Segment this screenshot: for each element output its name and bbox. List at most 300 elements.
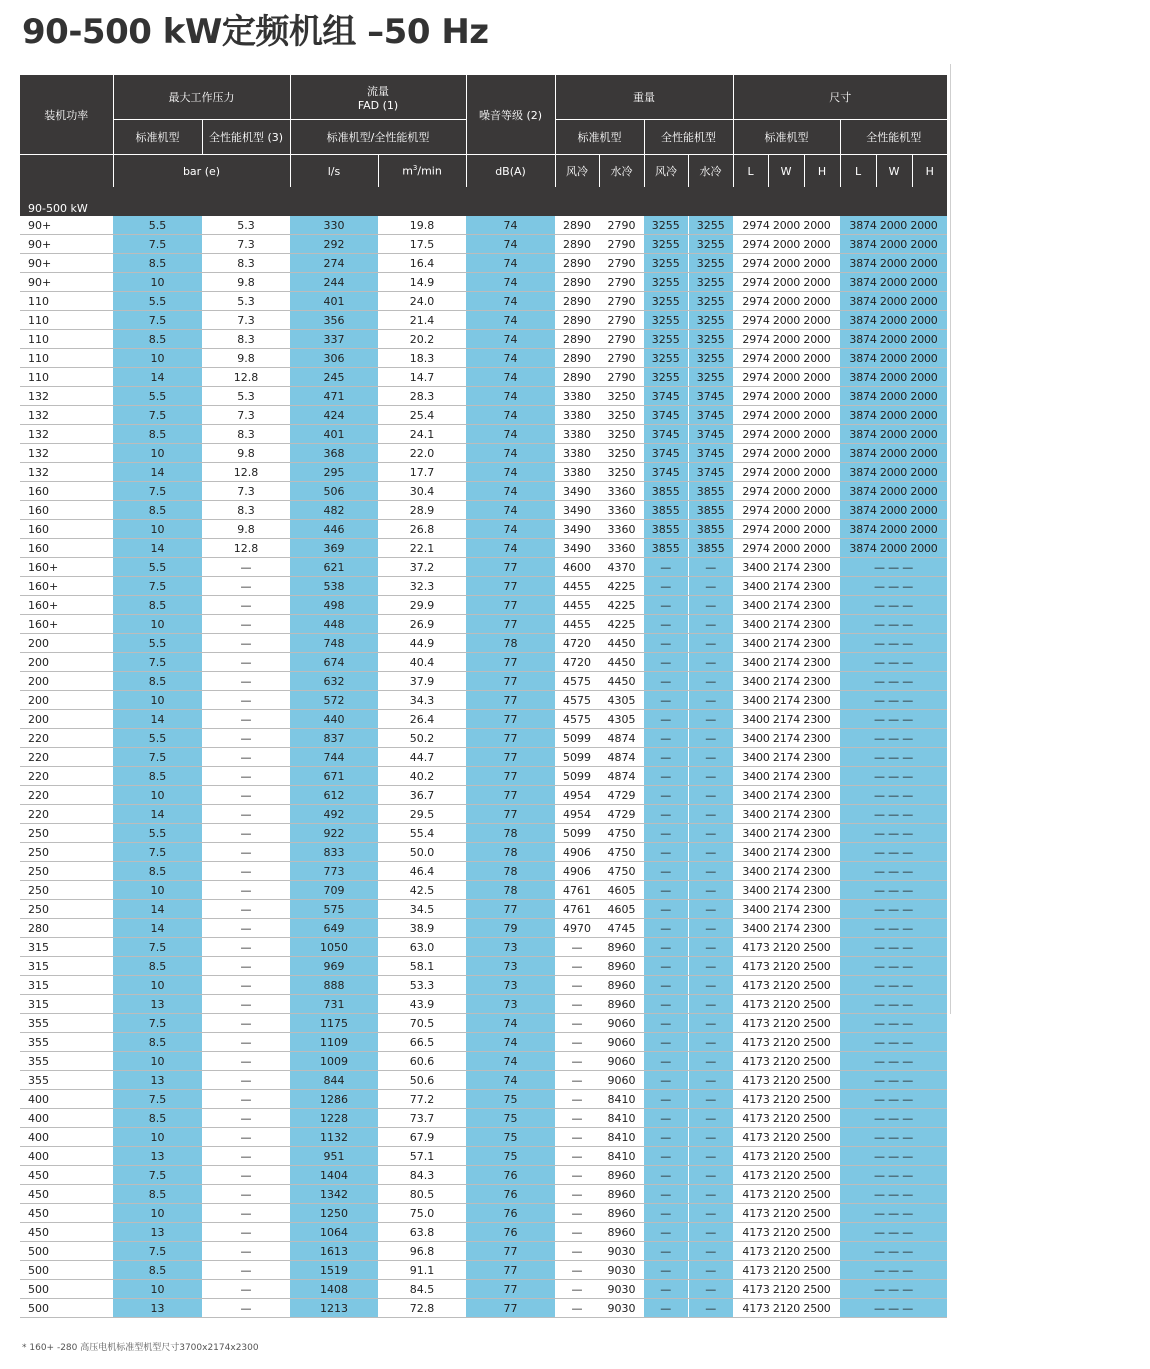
cell-weight-standard-water: 9060 — [599, 1071, 644, 1090]
cell-power: 400 — [20, 1147, 113, 1166]
table-row — [20, 1223, 947, 1242]
margin-rule — [950, 64, 951, 1014]
cell-flow-ls: 424 — [290, 406, 378, 425]
table-row — [20, 311, 947, 330]
header-flow-sub: FAD (1) — [357, 98, 399, 112]
cell-dim-full: — — — — [840, 596, 947, 615]
cell-weight-full-water: 3745 — [688, 387, 733, 406]
cell-weight-standard-air: 3380 — [555, 406, 599, 425]
cell-weight-full-water: 3855 — [688, 482, 733, 501]
cell-noise: 74 — [466, 292, 555, 311]
cell-pressure-full: 7.3 — [202, 482, 290, 501]
table-row — [20, 1280, 947, 1299]
cell-flow-ls: 498 — [290, 596, 378, 615]
table-row — [20, 482, 947, 501]
cell-weight-standard-water: 4874 — [599, 767, 644, 786]
cell-pressure-standard: 13 — [113, 1223, 202, 1242]
cell-flow-m3min: 18.3 — [378, 349, 466, 368]
cell-dim-full: — — — — [840, 615, 947, 634]
cell-weight-full-water: — — [688, 786, 733, 805]
cell-weight-full-air: — — [644, 1185, 688, 1204]
cell-dim-standard: 2974 2000 2000 — [733, 330, 840, 349]
cell-dim-full: 3874 2000 2000 — [840, 292, 947, 311]
cell-dim-standard: 4173 2120 2500 — [733, 1204, 840, 1223]
cell-dim-full: 3874 2000 2000 — [840, 330, 947, 349]
cell-weight-full-air: — — [644, 919, 688, 938]
table-row — [20, 805, 947, 824]
cell-dim-full: — — — — [840, 1261, 947, 1280]
cell-dim-standard: 4173 2120 2500 — [733, 1033, 840, 1052]
cell-weight-standard-water: 9060 — [599, 1052, 644, 1071]
table-row — [20, 558, 947, 577]
header-pressure-standard: 标准机型 — [113, 120, 202, 155]
cell-noise: 74 — [466, 463, 555, 482]
cell-flow-m3min: 30.4 — [378, 482, 466, 501]
cell-dim-standard: 4173 2120 2500 — [733, 1299, 840, 1318]
cell-power: 200 — [20, 710, 113, 729]
cell-weight-standard-air: 4575 — [555, 691, 599, 710]
cell-pressure-standard: 5.5 — [113, 729, 202, 748]
cell-weight-standard-air: — — [555, 1261, 599, 1280]
cell-weight-full-water: — — [688, 1128, 733, 1147]
cell-power: 355 — [20, 1014, 113, 1033]
cell-weight-standard-water: 2790 — [599, 292, 644, 311]
cell-power: 160 — [20, 482, 113, 501]
table-row — [20, 1185, 947, 1204]
cell-flow-m3min: 34.3 — [378, 691, 466, 710]
cell-pressure-standard: 14 — [113, 900, 202, 919]
cell-weight-full-air: 3745 — [644, 444, 688, 463]
table-row — [20, 596, 947, 615]
cell-noise: 75 — [466, 1109, 555, 1128]
cell-pressure-full: 8.3 — [202, 501, 290, 520]
cell-weight-standard-air: 4455 — [555, 596, 599, 615]
cell-weight-standard-water: 4370 — [599, 558, 644, 577]
cell-weight-standard-water: 8960 — [599, 976, 644, 995]
cell-flow-ls: 833 — [290, 843, 378, 862]
cell-dim-standard: 3400 2174 2300 — [733, 900, 840, 919]
cell-dim-standard: 2974 2000 2000 — [733, 368, 840, 387]
cell-flow-m3min: 91.1 — [378, 1261, 466, 1280]
cell-flow-ls: 671 — [290, 767, 378, 786]
cell-flow-m3min: 22.1 — [378, 539, 466, 558]
cell-pressure-full: 5.3 — [202, 387, 290, 406]
cell-noise: 77 — [466, 710, 555, 729]
cell-weight-full-water: 3255 — [688, 235, 733, 254]
cell-weight-standard-air: — — [555, 1242, 599, 1261]
header-noise: 噪音等级 (2) — [466, 75, 555, 155]
cell-weight-standard-water: 4305 — [599, 691, 644, 710]
cell-noise: 76 — [466, 1185, 555, 1204]
cell-weight-full-water: — — [688, 938, 733, 957]
cell-weight-standard-air: — — [555, 995, 599, 1014]
cell-weight-standard-air: 3490 — [555, 482, 599, 501]
cell-weight-standard-water: 9030 — [599, 1242, 644, 1261]
cell-pressure-standard: 8.5 — [113, 596, 202, 615]
cell-weight-full-water: — — [688, 596, 733, 615]
table-row — [20, 1109, 947, 1128]
table-row — [20, 349, 947, 368]
cell-dim-standard: 3400 2174 2300 — [733, 748, 840, 767]
table-row — [20, 843, 947, 862]
cell-flow-ls: 951 — [290, 1147, 378, 1166]
cell-dim-full: — — — — [840, 1242, 947, 1261]
cell-pressure-standard: 8.5 — [113, 672, 202, 691]
cell-weight-standard-water: 3360 — [599, 539, 644, 558]
cell-flow-m3min: 26.9 — [378, 615, 466, 634]
cell-weight-standard-water: 3250 — [599, 387, 644, 406]
cell-weight-full-water: — — [688, 1166, 733, 1185]
cell-pressure-standard: 10 — [113, 881, 202, 900]
cell-dim-standard: 3400 2174 2300 — [733, 577, 840, 596]
cell-weight-standard-water: 4729 — [599, 805, 644, 824]
cell-weight-standard-air: 3380 — [555, 425, 599, 444]
cell-flow-ls: 632 — [290, 672, 378, 691]
cell-pressure-full: — — [202, 824, 290, 843]
cell-flow-m3min: 19.8 — [378, 216, 466, 235]
cell-pressure-full: — — [202, 862, 290, 881]
cell-weight-standard-air: — — [555, 1147, 599, 1166]
cell-pressure-full: — — [202, 919, 290, 938]
cell-flow-m3min: 50.0 — [378, 843, 466, 862]
cell-weight-standard-air: — — [555, 1185, 599, 1204]
cell-pressure-full: — — [202, 881, 290, 900]
cell-dim-full: — — — — [840, 805, 947, 824]
cell-weight-full-air: 3855 — [644, 482, 688, 501]
cell-weight-full-water: 3745 — [688, 444, 733, 463]
cell-power: 160 — [20, 520, 113, 539]
cell-weight-standard-air: — — [555, 1014, 599, 1033]
cell-weight-full-water: — — [688, 805, 733, 824]
cell-dim-standard: 2974 2000 2000 — [733, 387, 840, 406]
cell-pressure-standard: 7.5 — [113, 748, 202, 767]
cell-dim-full: — — — — [840, 1109, 947, 1128]
cell-weight-standard-air: — — [555, 1033, 599, 1052]
cell-flow-m3min: 80.5 — [378, 1185, 466, 1204]
cell-weight-standard-air: 4954 — [555, 805, 599, 824]
cell-flow-m3min: 25.4 — [378, 406, 466, 425]
cell-weight-full-air: — — [644, 805, 688, 824]
cell-flow-m3min: 29.9 — [378, 596, 466, 615]
cell-weight-full-air: 3255 — [644, 216, 688, 235]
cell-power: 280 — [20, 919, 113, 938]
header-dimensions: 尺寸 — [733, 75, 947, 120]
cell-weight-full-water: 3255 — [688, 368, 733, 387]
cell-flow-ls: 837 — [290, 729, 378, 748]
cell-dim-standard: 2974 2000 2000 — [733, 425, 840, 444]
cell-weight-full-water: — — [688, 767, 733, 786]
cell-noise: 74 — [466, 482, 555, 501]
cell-weight-full-air: — — [644, 1147, 688, 1166]
header-dim-standard: 标准机型 — [733, 120, 840, 155]
cell-dim-standard: 4173 2120 2500 — [733, 938, 840, 957]
cell-dim-standard: 4173 2120 2500 — [733, 1261, 840, 1280]
cell-pressure-standard: 13 — [113, 1071, 202, 1090]
header-weight-standard: 标准机型 — [555, 120, 644, 155]
cell-noise: 74 — [466, 425, 555, 444]
table-body — [20, 187, 947, 1318]
unit-width: W — [768, 155, 804, 188]
cell-power: 250 — [20, 862, 113, 881]
cell-pressure-standard: 5.5 — [113, 387, 202, 406]
cell-power: 400 — [20, 1128, 113, 1147]
cell-weight-standard-water: 9060 — [599, 1014, 644, 1033]
cell-dim-standard: 4173 2120 2500 — [733, 1128, 840, 1147]
cell-weight-standard-water: 3360 — [599, 520, 644, 539]
cell-flow-m3min: 73.7 — [378, 1109, 466, 1128]
cell-noise: 74 — [466, 444, 555, 463]
cell-weight-standard-water: 4729 — [599, 786, 644, 805]
cell-pressure-standard: 14 — [113, 919, 202, 938]
cell-pressure-full: 7.3 — [202, 235, 290, 254]
cell-pressure-full: — — [202, 1147, 290, 1166]
cell-noise: 77 — [466, 596, 555, 615]
cell-flow-m3min: 16.4 — [378, 254, 466, 273]
cell-dim-standard: 2974 2000 2000 — [733, 311, 840, 330]
cell-weight-standard-water: 4225 — [599, 577, 644, 596]
cell-flow-m3min: 17.7 — [378, 463, 466, 482]
cell-dim-standard: 2974 2000 2000 — [733, 539, 840, 558]
unit-bar: bar (e) — [113, 155, 290, 188]
cell-flow-ls: 1064 — [290, 1223, 378, 1242]
cell-dim-full: 3874 2000 2000 — [840, 368, 947, 387]
cell-power: 110 — [20, 349, 113, 368]
cell-pressure-standard: 5.5 — [113, 216, 202, 235]
cell-weight-full-air: — — [644, 1280, 688, 1299]
cell-dim-full: 3874 2000 2000 — [840, 520, 947, 539]
cell-dim-full: 3874 2000 2000 — [840, 482, 947, 501]
cell-pressure-standard: 10 — [113, 786, 202, 805]
cell-weight-standard-water: 3250 — [599, 425, 644, 444]
cell-noise: 77 — [466, 729, 555, 748]
table-row — [20, 463, 947, 482]
cell-flow-ls: 471 — [290, 387, 378, 406]
cell-dim-standard: 3400 2174 2300 — [733, 919, 840, 938]
unit-water-cooled: 水冷 — [599, 155, 644, 188]
unit-dba: dB(A) — [466, 155, 555, 188]
header-installed-power: 装机功率 — [20, 75, 113, 155]
cell-flow-ls: 244 — [290, 273, 378, 292]
cell-flow-m3min: 67.9 — [378, 1128, 466, 1147]
cell-power: 355 — [20, 1071, 113, 1090]
cell-dim-standard: 3400 2174 2300 — [733, 805, 840, 824]
cell-pressure-full: 7.3 — [202, 311, 290, 330]
header-flow-models: 标准机型/全性能机型 — [290, 120, 466, 155]
cell-weight-standard-air: 3490 — [555, 539, 599, 558]
cell-dim-full: — — — — [840, 881, 947, 900]
cell-noise: 76 — [466, 1204, 555, 1223]
cell-weight-full-air: — — [644, 691, 688, 710]
cell-dim-full: 3874 2000 2000 — [840, 425, 947, 444]
cell-power: 500 — [20, 1280, 113, 1299]
cell-pressure-full: — — [202, 1185, 290, 1204]
cell-dim-standard: 4173 2120 2500 — [733, 1071, 840, 1090]
cell-weight-full-air: — — [644, 653, 688, 672]
cell-weight-full-air: 3255 — [644, 273, 688, 292]
cell-flow-m3min: 24.0 — [378, 292, 466, 311]
cell-dim-full: — — — — [840, 1147, 947, 1166]
cell-flow-m3min: 63.0 — [378, 938, 466, 957]
cell-weight-standard-air: — — [555, 1052, 599, 1071]
cell-weight-full-water: 3255 — [688, 254, 733, 273]
cell-dim-standard: 3400 2174 2300 — [733, 767, 840, 786]
cell-dim-standard: 3400 2174 2300 — [733, 672, 840, 691]
cell-weight-full-air: — — [644, 1261, 688, 1280]
cell-flow-m3min: 22.0 — [378, 444, 466, 463]
unit-m3min: $m^3/\min$ — [378, 155, 466, 188]
cell-pressure-standard: 14 — [113, 539, 202, 558]
cell-power: 315 — [20, 938, 113, 957]
cell-weight-standard-air: 3490 — [555, 520, 599, 539]
cell-dim-standard: 3400 2174 2300 — [733, 824, 840, 843]
cell-weight-full-water: 3255 — [688, 311, 733, 330]
unit-air-cooled-full: 风冷 — [644, 155, 688, 188]
cell-pressure-full: — — [202, 596, 290, 615]
cell-flow-ls: 709 — [290, 881, 378, 900]
cell-pressure-full: 9.8 — [202, 349, 290, 368]
cell-flow-ls: 330 — [290, 216, 378, 235]
cell-pressure-standard: 8.5 — [113, 330, 202, 349]
cell-flow-m3min: 28.3 — [378, 387, 466, 406]
cell-flow-m3min: 20.2 — [378, 330, 466, 349]
cell-noise: 79 — [466, 919, 555, 938]
table-row — [20, 1147, 947, 1166]
cell-pressure-standard: 5.5 — [113, 292, 202, 311]
cell-dim-full: — — — — [840, 729, 947, 748]
cell-flow-m3min: 17.5 — [378, 235, 466, 254]
cell-flow-ls: 448 — [290, 615, 378, 634]
cell-noise: 74 — [466, 501, 555, 520]
cell-weight-full-air: 3255 — [644, 292, 688, 311]
cell-flow-m3min: 14.9 — [378, 273, 466, 292]
cell-power: 400 — [20, 1109, 113, 1128]
cell-weight-standard-water: 8960 — [599, 1223, 644, 1242]
cell-weight-standard-air: 4720 — [555, 653, 599, 672]
cell-power: 200 — [20, 634, 113, 653]
cell-pressure-full: 8.3 — [202, 330, 290, 349]
cell-dim-standard: 4173 2120 2500 — [733, 1166, 840, 1185]
cell-dim-standard: 3400 2174 2300 — [733, 596, 840, 615]
cell-flow-ls: 572 — [290, 691, 378, 710]
cell-weight-full-water: 3255 — [688, 292, 733, 311]
cell-flow-m3min: 77.2 — [378, 1090, 466, 1109]
table-row — [20, 235, 947, 254]
cell-weight-full-air: — — [644, 1071, 688, 1090]
cell-flow-m3min: 29.5 — [378, 805, 466, 824]
cell-pressure-full: — — [202, 1223, 290, 1242]
cell-pressure-full: 12.8 — [202, 463, 290, 482]
cell-weight-full-air: — — [644, 729, 688, 748]
cell-power: 220 — [20, 748, 113, 767]
cell-pressure-standard: 10 — [113, 615, 202, 634]
cell-weight-standard-air: — — [555, 1166, 599, 1185]
cell-pressure-standard: 14 — [113, 368, 202, 387]
cell-noise: 73 — [466, 995, 555, 1014]
cell-dim-standard: 2974 2000 2000 — [733, 216, 840, 235]
cell-power: 250 — [20, 900, 113, 919]
cell-weight-full-air: — — [644, 1014, 688, 1033]
cell-weight-full-water: 3855 — [688, 501, 733, 520]
cell-weight-full-air: — — [644, 1242, 688, 1261]
cell-weight-full-air: 3255 — [644, 368, 688, 387]
cell-power: 220 — [20, 805, 113, 824]
cell-weight-standard-air: — — [555, 1109, 599, 1128]
cell-dim-full: — — — — [840, 1090, 947, 1109]
cell-dim-full: — — — — [840, 824, 947, 843]
cell-dim-standard: 4173 2120 2500 — [733, 1147, 840, 1166]
cell-weight-full-air: — — [644, 1090, 688, 1109]
cell-weight-full-water: — — [688, 919, 733, 938]
table-row — [20, 957, 947, 976]
cell-flow-m3min: 60.6 — [378, 1052, 466, 1071]
cell-noise: 75 — [466, 1090, 555, 1109]
cell-noise: 78 — [466, 881, 555, 900]
cell-weight-full-air: 3855 — [644, 520, 688, 539]
cell-noise: 77 — [466, 786, 555, 805]
cell-flow-m3min: 34.5 — [378, 900, 466, 919]
cell-pressure-standard: 8.5 — [113, 1109, 202, 1128]
cell-flow-ls: 1404 — [290, 1166, 378, 1185]
cell-dim-standard: 4173 2120 2500 — [733, 976, 840, 995]
cell-dim-full: 3874 2000 2000 — [840, 216, 947, 235]
cell-weight-standard-water: 2790 — [599, 216, 644, 235]
unit-height: H — [804, 155, 840, 188]
cell-power: 110 — [20, 368, 113, 387]
cell-power: 355 — [20, 1033, 113, 1052]
cell-dim-full: — — — — [840, 672, 947, 691]
cell-noise: 76 — [466, 1166, 555, 1185]
cell-flow-m3min: 42.5 — [378, 881, 466, 900]
cell-weight-standard-water: 8960 — [599, 995, 644, 1014]
cell-flow-m3min: 14.7 — [378, 368, 466, 387]
cell-flow-m3min: 72.8 — [378, 1299, 466, 1318]
cell-weight-standard-air: 4575 — [555, 710, 599, 729]
table-row — [20, 577, 947, 596]
cell-weight-standard-water: 8960 — [599, 1185, 644, 1204]
cell-dim-full: 3874 2000 2000 — [840, 463, 947, 482]
cell-pressure-full: — — [202, 1109, 290, 1128]
cell-dim-full: 3874 2000 2000 — [840, 273, 947, 292]
cell-flow-ls: 1175 — [290, 1014, 378, 1033]
cell-dim-full: — — — — [840, 710, 947, 729]
cell-pressure-full: 9.8 — [202, 520, 290, 539]
cell-weight-standard-water: 3250 — [599, 444, 644, 463]
cell-weight-standard-water: 2790 — [599, 273, 644, 292]
cell-dim-full: 3874 2000 2000 — [840, 387, 947, 406]
table-row — [20, 710, 947, 729]
table-row — [20, 292, 947, 311]
cell-dim-standard: 2974 2000 2000 — [733, 482, 840, 501]
cell-weight-full-air: — — [644, 634, 688, 653]
cell-pressure-standard: 7.5 — [113, 235, 202, 254]
cell-weight-standard-water: 4450 — [599, 634, 644, 653]
table-header — [20, 75, 947, 187]
cell-pressure-standard: 10 — [113, 273, 202, 292]
cell-flow-m3min: 28.9 — [378, 501, 466, 520]
cell-weight-full-air: — — [644, 767, 688, 786]
cell-dim-full: — — — — [840, 653, 947, 672]
cell-noise: 74 — [466, 254, 555, 273]
table-row — [20, 425, 947, 444]
cell-weight-full-water: 3255 — [688, 330, 733, 349]
cell-pressure-standard: 8.5 — [113, 1261, 202, 1280]
cell-pressure-standard: 7.5 — [113, 577, 202, 596]
unit-width-full: W — [876, 155, 912, 188]
header-weight: 重量 — [555, 75, 733, 120]
cell-weight-full-water: — — [688, 615, 733, 634]
cell-weight-full-water: — — [688, 1147, 733, 1166]
cell-dim-standard: 3400 2174 2300 — [733, 653, 840, 672]
